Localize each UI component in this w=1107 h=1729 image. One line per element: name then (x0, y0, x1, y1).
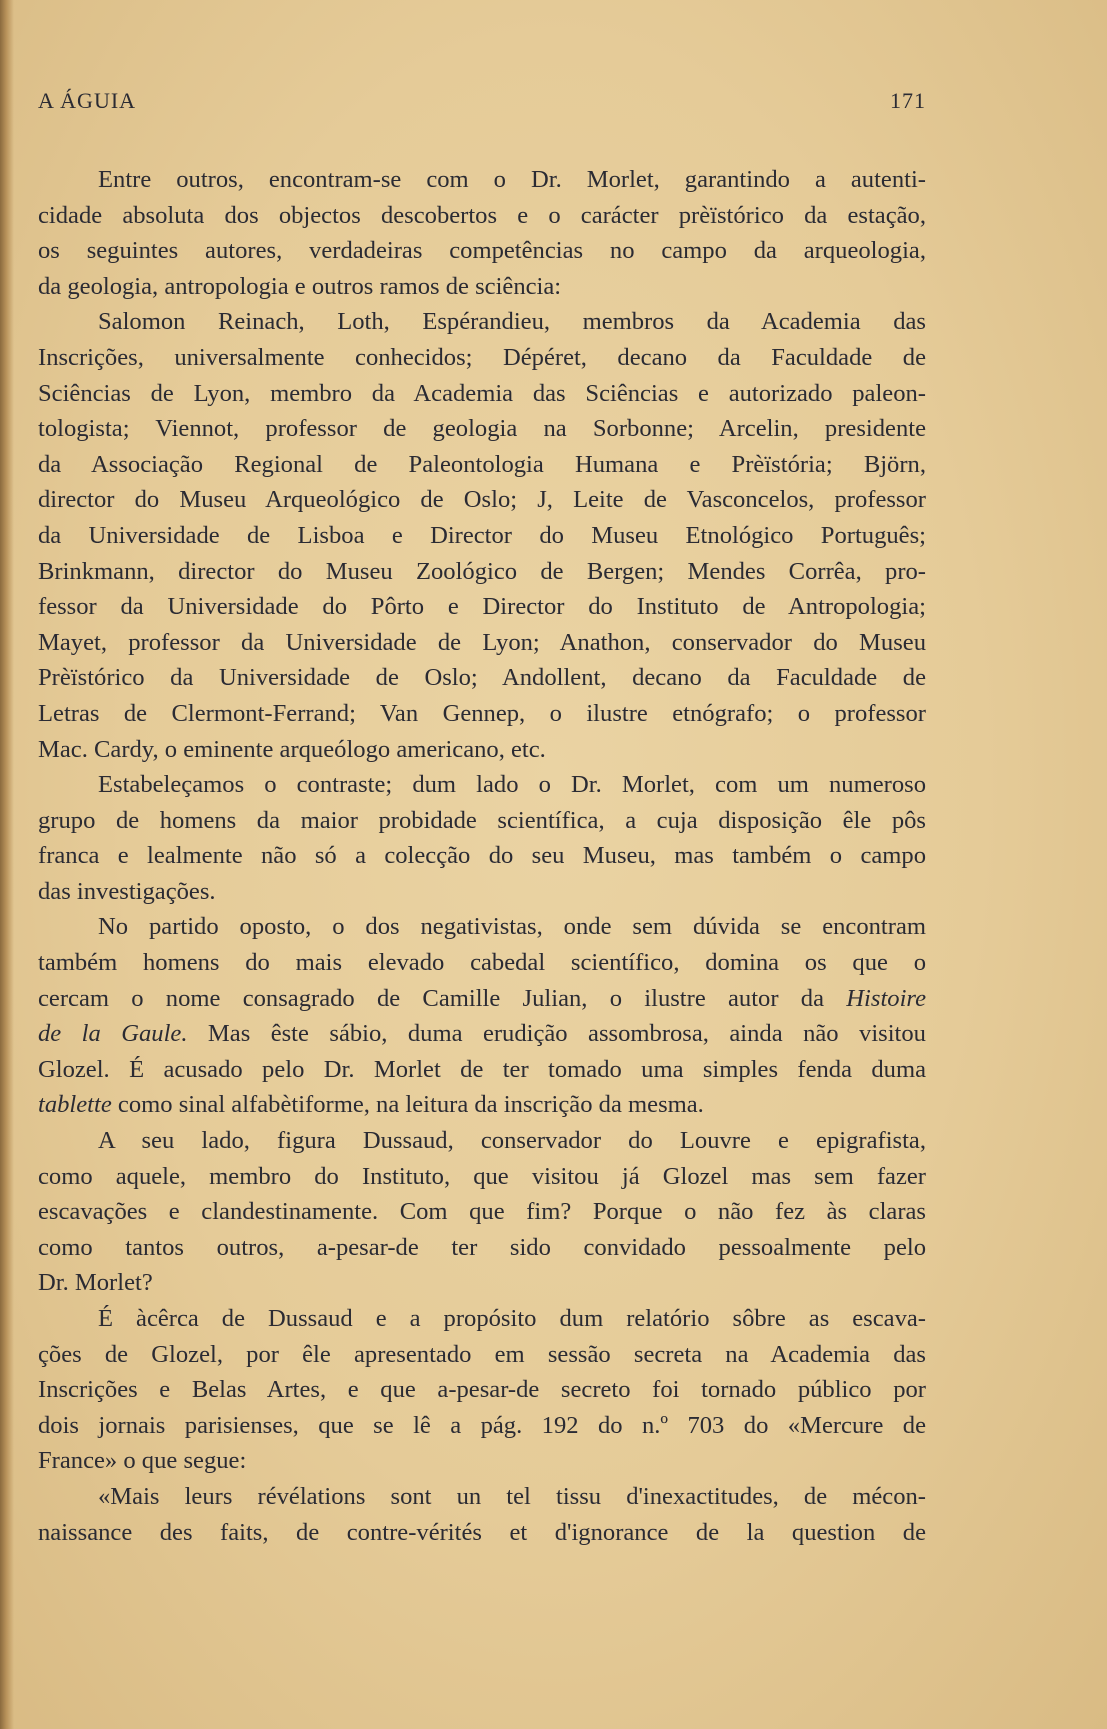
italic-text: tablette (38, 1091, 112, 1119)
text-line: franca e lealmente não só a colecção do seu Museu, mas também o campo (38, 842, 926, 870)
text-line (38, 1016, 926, 1052)
text-line: das investigações. (38, 877, 216, 905)
text-line: A seu lado, figura Dussaud, conservador do Louvre e epigrafista, (98, 1127, 926, 1155)
page-edge-shadow (0, 0, 14, 1729)
text-segment: como sinal alfabètiforme, na leitura da inscrição da mesma. (111, 1091, 704, 1119)
text-line: director do Museu Arqueológico de Oslo; J, Leite de Vasconcelos, professor (38, 486, 926, 514)
text-line: fessor da Universidade do Pôrto e Director do Instituto de Antropologia; (38, 593, 926, 621)
text-line: No partido oposto, o dos negativistas, onde sem dúvida se encontram (98, 913, 926, 941)
text-line: naissance des faits, de contre-vérités et d'ignorance de la question de (38, 1518, 926, 1546)
text-line: cidade absoluta dos objectos descobertos e o carácter prèïstórico da estação, (38, 201, 926, 229)
text-line: É àcêrca de Dussaud e a propósito dum relatório sôbre as escava- (98, 1305, 926, 1332)
text-line: Inscrições e Belas Artes, e que a-pesar-de secreto foi tornado público por (38, 1376, 926, 1404)
page-header (38, 88, 926, 122)
text-segment: cercam o nome consagrado de Camille Julian, o ilustre autor da (38, 984, 847, 1012)
text-line: ções de Glozel, por êle apresentado em sessão secreta na Academia das (38, 1340, 926, 1368)
text-line: da Universidade de Lisboa e Director do Museu Etnológico Português; (38, 521, 926, 549)
text-line: Dr. Morlet? (38, 1269, 153, 1297)
text-line: Glozel. É acusado pelo Dr. Morlet de ter tomado uma simples fenda duma (38, 1055, 926, 1083)
text-line: da Associação Regional de Paleontologia Humana e Prèïstória; Björn, (38, 450, 926, 478)
text-line: escavações e clandestinamente. Com que fim? Porque o não fez às claras (38, 1198, 926, 1226)
text-line: Letras de Clermont-Ferrand; Van Gennep, o ilustre etnógrafo; o professor (38, 699, 926, 727)
text-line: tologista; Viennot, professor de geologia na Sorbonne; Arcelin, presidente (38, 415, 926, 443)
text-line: da geologia, antropologia e outros ramos de sciência: (38, 272, 562, 300)
text-line: Mayet, professor da Universidade de Lyon; Anathon, conservador do Museu (38, 628, 926, 656)
italic-text: de la Gaule. (38, 1020, 188, 1048)
running-title: A ÁGUIA (38, 88, 137, 113)
text-line: Salomon Reinach, Loth, Espérandieu, membros da Academia das (98, 308, 926, 336)
text-line: Sciências de Lyon, membro da Academia das Sciências e autorizado paleon- (38, 379, 926, 407)
body-text (38, 162, 926, 1550)
text-line: dois jornais parisienses, que se lê a pág. 192 do n.º 703 do «Mercure de (38, 1411, 926, 1439)
text-line: «Mais leurs révélations sont un tel tissu d'inexactitudes, de mécon- (98, 1482, 926, 1510)
page-number: 171 (890, 88, 926, 113)
text-line: os seguintes autores, verdadeiras competências no campo da arqueologia, (38, 237, 926, 265)
text-segment: Mas êste sábio, duma erudição assombrosa, ainda não visitou (187, 1020, 926, 1048)
text-line: também homens do mais elevado cabedal scientífico, domina os que o (38, 949, 926, 977)
text-line: Entre outros, encontram-se com o Dr. Morlet, garantindo a autenti- (98, 166, 926, 193)
italic-text: Histoire (846, 984, 926, 1012)
text-line: como aquele, membro do Instituto, que visitou já Glozel mas sem fazer (38, 1162, 926, 1190)
text-line (38, 1087, 926, 1123)
text-line: France» o que segue: (38, 1447, 247, 1475)
text-line: Brinkmann, director do Museu Zoológico de Bergen; Mendes Corrêa, pro- (38, 557, 926, 585)
text-line: grupo de homens da maior probidade scientífica, a cuja disposição êle pôs (38, 806, 926, 834)
text-line: Mac. Cardy, o eminente arqueólogo americano, etc. (38, 735, 546, 763)
text-line: Estabeleçamos o contraste; dum lado o Dr. Morlet, com um numeroso (98, 771, 926, 799)
text-line: Prèïstórico da Universidade de Oslo; Andollent, decano da Faculdade de (38, 664, 926, 692)
text-line: Inscrições, universalmente conhecidos; Dépéret, decano da Faculdade de (38, 343, 926, 371)
text-line: como tantos outros, a-pesar-de ter sido convidado pessoalmente pelo (38, 1233, 926, 1261)
text-line (38, 981, 926, 1017)
